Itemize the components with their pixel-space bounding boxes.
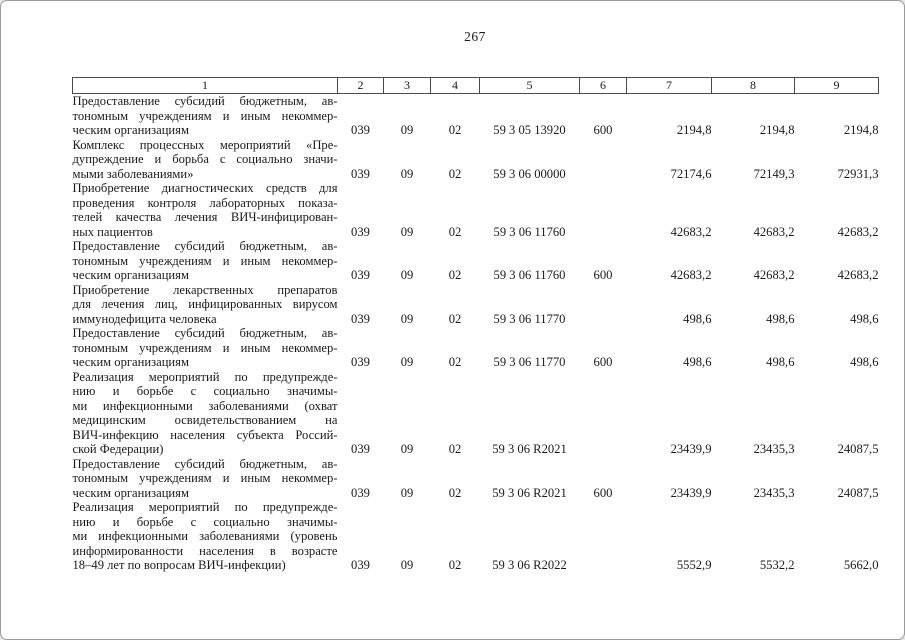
table-row — [73, 283, 879, 327]
cell-expense-type-code: 600 — [593, 485, 613, 500]
row-description — [73, 283, 338, 327]
cell-subsection-code: 02 — [448, 311, 462, 326]
cell-chief-code: 039 — [351, 355, 370, 369]
table-body — [73, 94, 879, 573]
column-header-3: 3 — [384, 78, 431, 94]
cell-amount-year2: 23435,3 — [753, 485, 795, 500]
description-line: Предоставление субсидий бюджетным, ав- — [72, 326, 338, 340]
cell-chief-code: 039 — [351, 224, 370, 239]
cell-amount-year1: 5552,9 — [676, 558, 712, 572]
cell-amount-year3: 498,6 — [850, 311, 879, 326]
cell-subsection-code: 02 — [448, 166, 462, 181]
column-header-4: 4 — [431, 78, 480, 94]
cell-amount-year3: 2194,8 — [843, 123, 879, 137]
description-line: информированности населения в возрасте — [72, 543, 338, 558]
cell-amount-year1: 42683,2 — [670, 268, 712, 282]
description-line: нию и борьбе с социально значимы- — [72, 384, 338, 398]
cell-target-article-code: 59 3 06 11770 — [493, 311, 566, 326]
cell-section-code: 09 — [400, 311, 414, 326]
cell-amount-year1: 72174,6 — [670, 166, 712, 181]
cell-section-code: 09 — [400, 442, 414, 456]
cell-subsection-code: 02 — [448, 355, 462, 369]
cell-subsection-code: 02 — [448, 224, 462, 239]
description-line: ческим организациям — [72, 268, 189, 282]
page-number: 267 — [464, 29, 486, 44]
budget-table — [72, 77, 879, 573]
description-line: Предоставление субсидий бюджетным, ав- — [72, 94, 338, 108]
description-line: Реализация мероприятий по предупрежде- — [72, 500, 338, 514]
row-description — [73, 500, 338, 573]
cell-expense-type-code — [580, 181, 627, 239]
description-line: ческим организациям — [72, 485, 189, 500]
cell-expense-type-code: 600 — [593, 123, 613, 137]
cell-amount-year2: 5532,2 — [759, 558, 795, 572]
description-line: Реализация мероприятий по предупрежде- — [72, 369, 338, 384]
row-description — [73, 457, 338, 501]
cell-chief-code: 039 — [351, 123, 370, 137]
cell-subsection-code: 02 — [448, 268, 462, 282]
description-line: Приобретение диагностических средств для — [72, 181, 338, 195]
cell-chief-code: 039 — [351, 442, 370, 456]
cell-chief-code: 039 — [351, 558, 370, 572]
column-header-1: 1 — [73, 78, 338, 94]
row-description — [73, 326, 338, 370]
cell-target-article-code: 59 3 05 13920 — [493, 123, 566, 137]
table-row — [73, 457, 879, 501]
cell-chief-code: 039 — [351, 485, 370, 500]
cell-subsection-code: 02 — [448, 123, 462, 137]
cell-section-code: 09 — [400, 558, 414, 572]
cell-expense-type-code — [580, 138, 627, 182]
cell-target-article-code: 59 3 06 R2021 — [492, 485, 567, 500]
cell-amount-year3: 24087,5 — [837, 442, 879, 456]
description-line: Приобретение лекарственных препаратов — [72, 282, 338, 297]
description-line: тономным учреждениям и иным некоммер- — [72, 108, 338, 123]
column-header-6: 6 — [580, 78, 627, 94]
description-line: нию и борьбе с социально значимы- — [72, 514, 338, 529]
cell-amount-year3: 42683,2 — [837, 224, 879, 239]
table-header-row — [73, 78, 879, 94]
row-description — [73, 94, 338, 138]
cell-expense-type-code — [580, 500, 627, 573]
column-header-8: 8 — [712, 78, 795, 94]
description-line: тономным учреждениям и иным некоммер- — [72, 253, 338, 268]
column-header-7: 7 — [627, 78, 712, 94]
description-line: 18–49 лет по вопросам ВИЧ-инфекции) — [72, 558, 286, 572]
cell-chief-code: 039 — [351, 311, 370, 326]
table-row — [73, 370, 879, 457]
cell-amount-year3: 24087,5 — [837, 485, 879, 500]
row-description — [73, 138, 338, 182]
column-header-5: 5 — [480, 78, 580, 94]
description-line: ской Федерации) — [72, 442, 164, 456]
cell-target-article-code: 59 3 06 R2021 — [492, 442, 567, 456]
table-row — [73, 239, 879, 283]
description-line: мыми заболеваниями» — [72, 166, 194, 181]
cell-amount-year2: 42683,2 — [753, 224, 795, 239]
cell-section-code: 09 — [400, 123, 414, 137]
description-line: Предоставление субсидий бюджетным, ав- — [72, 456, 338, 471]
table-row — [73, 94, 879, 138]
table-row — [73, 181, 879, 239]
cell-amount-year1: 2194,8 — [676, 123, 712, 137]
row-description — [73, 239, 338, 283]
row-description — [73, 370, 338, 457]
cell-section-code: 09 — [400, 355, 414, 369]
description-line: ческим организациям — [72, 123, 189, 137]
cell-expense-type-code — [580, 370, 627, 457]
cell-amount-year1: 23439,9 — [670, 442, 712, 456]
cell-section-code: 09 — [400, 224, 414, 239]
cell-amount-year1: 498,6 — [683, 355, 712, 369]
description-line: для лечения лиц, инфицированных вирусом — [72, 297, 338, 311]
description-line: тономным учреждениям и иным некоммер- — [72, 340, 338, 355]
cell-amount-year2: 2194,8 — [759, 123, 795, 137]
cell-amount-year3: 42683,2 — [837, 268, 879, 282]
cell-amount-year1: 42683,2 — [670, 224, 712, 239]
cell-amount-year3: 498,6 — [850, 355, 879, 369]
cell-chief-code: 039 — [351, 268, 370, 282]
column-header-9: 9 — [795, 78, 879, 94]
cell-amount-year2: 72149,3 — [753, 166, 795, 181]
cell-amount-year2: 498,6 — [766, 311, 795, 326]
cell-section-code: 09 — [400, 485, 414, 500]
cell-subsection-code: 02 — [448, 558, 462, 572]
cell-amount-year3: 72931,3 — [837, 166, 879, 181]
cell-expense-type-code: 600 — [593, 355, 613, 369]
cell-target-article-code: 59 3 06 11760 — [493, 224, 566, 239]
column-header-2: 2 — [338, 78, 384, 94]
table-row — [73, 500, 879, 573]
cell-amount-year1: 23439,9 — [670, 485, 712, 500]
table-row — [73, 326, 879, 370]
description-line: ческим организациям — [72, 355, 189, 369]
description-line: ми инфекционными заболеваниями (охват — [72, 398, 338, 413]
cell-amount-year1: 498,6 — [683, 311, 712, 326]
description-line: телей качества лечения ВИЧ-инфицирован- — [72, 210, 338, 224]
description-line: медицинским освидетельствованием на — [72, 413, 338, 427]
description-line: тономным учреждениям и иным некоммер- — [72, 471, 338, 485]
cell-amount-year2: 42683,2 — [753, 268, 795, 282]
cell-amount-year3: 5662,0 — [843, 558, 879, 572]
description-line: проведения контроля лабораторных показа- — [72, 195, 338, 210]
table-row — [73, 138, 879, 182]
description-line: Предоставление субсидий бюджетным, ав- — [72, 239, 338, 253]
cell-chief-code: 039 — [351, 166, 370, 181]
description-line: Комплекс процессных мероприятий «Пре- — [72, 137, 338, 152]
description-line: иммунодефицита человека — [72, 311, 217, 326]
cell-section-code: 09 — [400, 166, 414, 181]
row-description — [73, 181, 338, 239]
cell-amount-year2: 23435,3 — [753, 442, 795, 456]
description-line: ных пациентов — [72, 224, 153, 239]
cell-subsection-code: 02 — [448, 442, 462, 456]
description-line: дупреждение и борьба с социально значи- — [72, 152, 338, 166]
description-line: ми инфекционными заболеваниями (уровень — [72, 529, 338, 543]
cell-target-article-code: 59 3 06 11760 — [493, 268, 566, 282]
cell-target-article-code: 59 3 06 R2022 — [492, 558, 567, 572]
cell-section-code: 09 — [400, 268, 414, 282]
description-line: ВИЧ-инфекцию населения субъекта Россий- — [72, 427, 338, 442]
cell-expense-type-code — [580, 283, 627, 327]
cell-subsection-code: 02 — [448, 485, 462, 500]
cell-target-article-code: 59 3 06 11770 — [493, 355, 566, 369]
cell-amount-year2: 498,6 — [766, 355, 795, 369]
cell-target-article-code: 59 3 06 00000 — [493, 166, 566, 181]
cell-expense-type-code: 600 — [593, 268, 613, 282]
